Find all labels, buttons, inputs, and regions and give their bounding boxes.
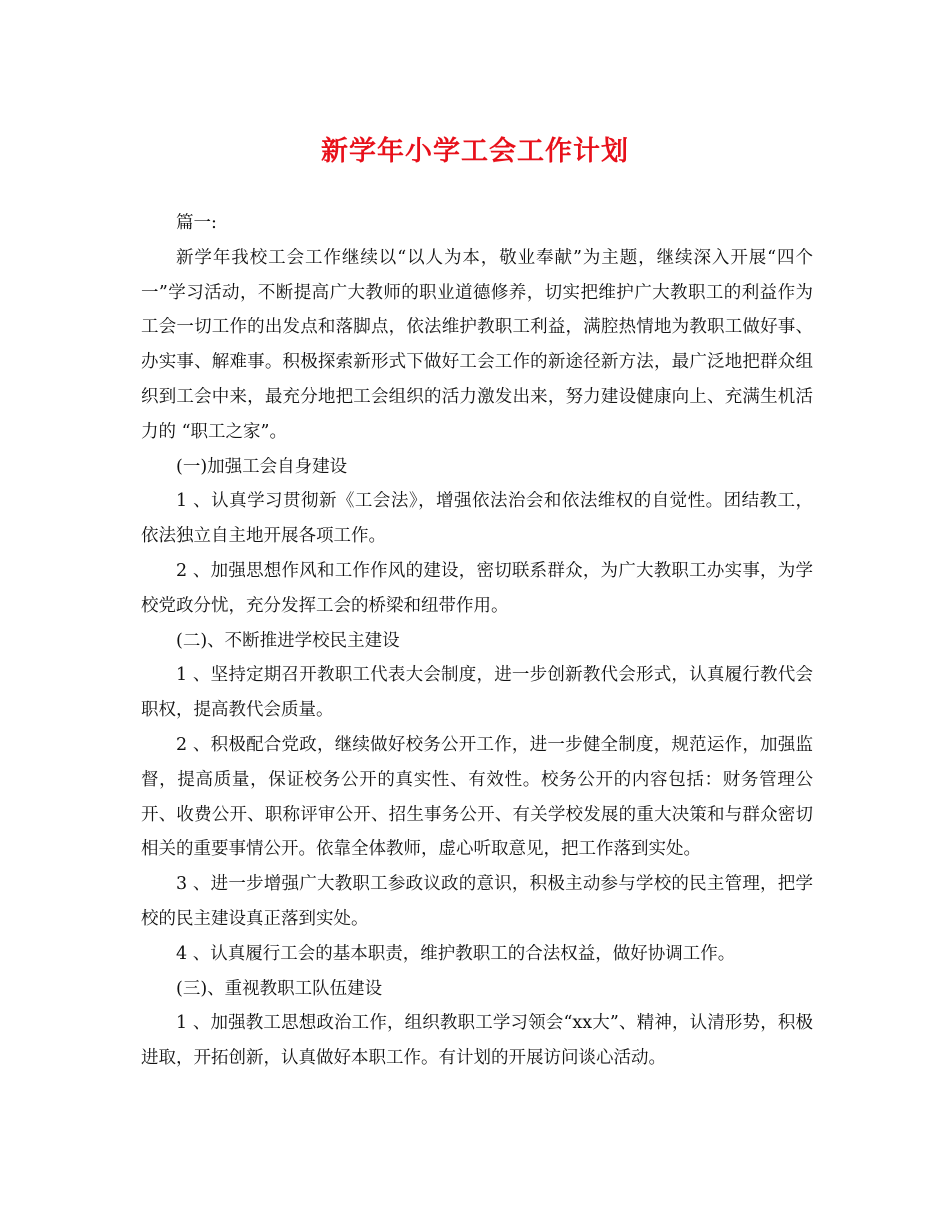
- section-heading-1: (一)加强工会自身建设: [176, 456, 348, 477]
- document-body: [141, 206, 813, 1076]
- paragraph-item: 3 、进一步增强广大教职工参政议政的意识，积极主动参与学校的民主管理，把学校的民主建设真正落到实处。: [141, 874, 813, 929]
- paragraph-item: 2 、加强思想作风和工作作风的建设，密切联系群众，为广大教职工办实事，为学校党政分忧，充分发挥工会的桥梁和纽带作用。: [141, 560, 813, 616]
- paragraph-item: 4 、认真履行工会的基本职责，维护教职工的合法权益，做好协调工作。: [176, 943, 736, 964]
- paragraph-item: 2 、积极配合党政，继续做好校务公开工作，进一步健全制度，规范运作，加强监督，提高质量，保证校务公开的真实性、有效性。校务公开的内容包括：财务管理公开、收费公开、职称评审公开、招生事务公开、有关学校发展的重大决策和与群众密切相关的重要事情公开。依靠全体教师，虚心听取意见，把工作落到实处。: [141, 734, 813, 860]
- paragraph-intro: 新学年我校工会工作继续以“以人为本，敬业奉献”为主题，继续深入开展“四个一”学习活动，不断提高广大教师的职业道德修养，切实把维护广大教职工的利益作为工会一切工作的出发点和落脚点，依法维护教职工利益，满腔热情地为教职工做好事、办实事、解难事。积极探索新形式下做好工会工作的新途径新方法，最广泛地把群众组织到工会中来，最充分地把工会组织的活力激发出来，努力建设健康向上、充满生机活力的 “职工之家”。: [141, 247, 813, 442]
- paragraph-item: 1 、坚持定期召开教职工代表大会制度，进一步创新教代会形式，认真履行教代会职权，提高教代会质量。: [141, 665, 813, 721]
- document-title: 新学年小学工会工作计划: [321, 136, 629, 167]
- section-heading-3: (三)、重视教职工队伍建设: [176, 978, 383, 999]
- section-heading-2: (二)、不断推进学校民主建设: [176, 630, 400, 651]
- paragraph-section-label: 篇一:: [176, 213, 217, 233]
- paragraph-item: 1 、认真学习贯彻新《工会法》，增强依法治会和依法维权的自觉性。团结教工，依法独立自主地开展各项工作。: [141, 491, 813, 547]
- paragraph-item: 1 、加强教工思想政治工作，组织教职工学习领会“xx大”、精神，认清形势，积极进取，开拓创新，认真做好本职工作。有计划的开展访问谈心活动。: [141, 1013, 813, 1069]
